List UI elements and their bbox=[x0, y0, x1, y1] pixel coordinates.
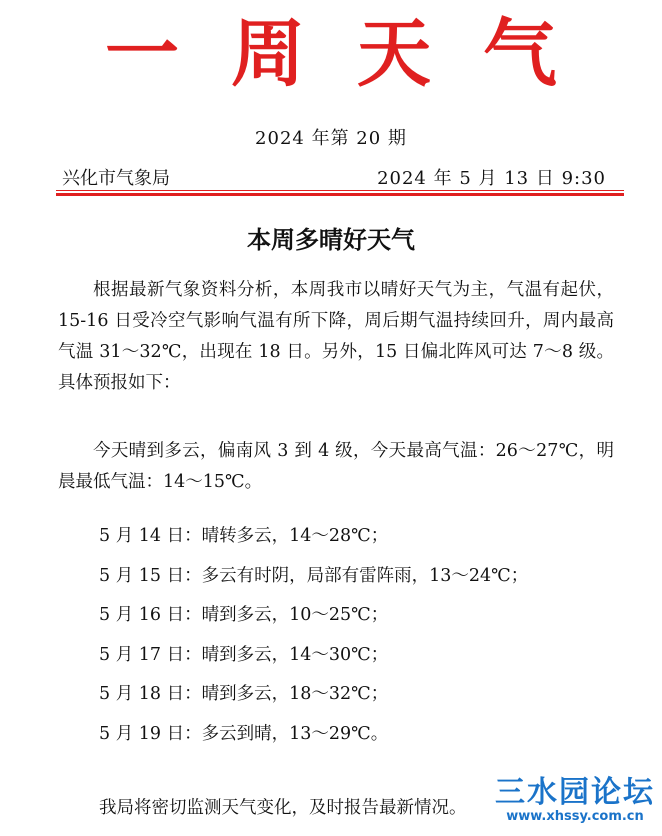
forecast-list bbox=[99, 517, 528, 754]
masthead-char: 一 bbox=[105, 11, 179, 97]
forecast-item: 5 月 14 日：晴转多云，14～28℃； bbox=[99, 526, 389, 546]
masthead-char: 气 bbox=[483, 11, 557, 97]
forum-watermark bbox=[492, 772, 658, 830]
divider-thick bbox=[56, 193, 624, 196]
forecast-item: 5 月 15 日：多云有时阴，局部有雷阵雨，13～24℃； bbox=[99, 565, 529, 586]
publisher: 兴化市气象局 bbox=[62, 168, 170, 189]
publish-datetime: 2024 年 5 月 13 日 9:30 bbox=[377, 168, 606, 189]
forecast-item: 5 月 19 日：多云到晴，13～29℃。 bbox=[99, 723, 389, 744]
watermark-url: www.xhssy.com.cn bbox=[506, 809, 644, 824]
summary-paragraph: 根据最新气象资料分析，本周我市以晴好天气为主，气温有起伏，15-16 日受冷空气影响气温有所下降，周后期气温持续回升，周内最高气温 31～32℃，出现在 18 日。另外，15 日偏北阵风可达 7～8 级。具体预报如下： bbox=[58, 280, 614, 393]
issue-number: 2024 年第 20 期 bbox=[255, 128, 407, 149]
masthead-char: 天 bbox=[357, 11, 431, 97]
divider-thin bbox=[56, 190, 624, 191]
masthead-char: 周 bbox=[231, 11, 305, 97]
forecast-item: 5 月 16 日：晴到多云，10～25℃； bbox=[99, 605, 389, 625]
masthead-title bbox=[0, 4, 662, 104]
closing-paragraph: 我局将密切监测天气变化，及时报告最新情况。 bbox=[99, 798, 467, 818]
today-paragraph: 今天晴到多云，偏南风 3 到 4 级，今天最高气温：26～27℃，明晨最低气温：14～15℃。 bbox=[58, 441, 614, 492]
headline: 本周多晴好天气 bbox=[247, 226, 415, 254]
forecast-item: 5 月 18 日：晴到多云，18～32℃； bbox=[99, 684, 389, 704]
watermark-name: 三水园论坛 bbox=[495, 775, 655, 810]
forecast-item: 5 月 17 日：晴到多云，14～30℃； bbox=[99, 644, 389, 665]
